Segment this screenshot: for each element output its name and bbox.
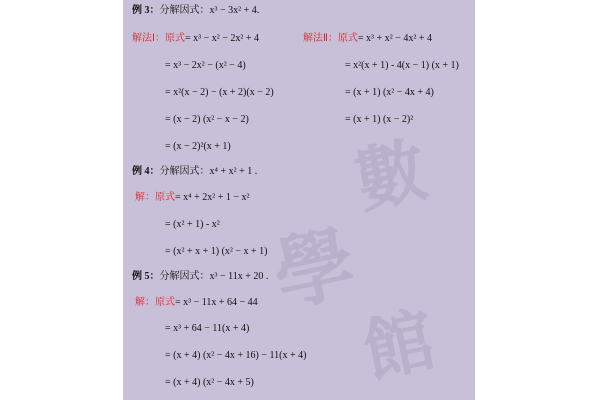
example-label: 例 5： xyxy=(132,271,160,282)
example-5-solution xyxy=(135,297,258,309)
solution-label: 解：原式 xyxy=(135,297,175,308)
method-2-step xyxy=(345,60,459,72)
solution-label: 解：原式 xyxy=(135,192,175,203)
step: = x²(x − 2) − (x + 2)(x − 2) xyxy=(165,87,274,98)
prompt: 分解因式： xyxy=(159,166,210,177)
step: = (x² + 1) - x² xyxy=(165,219,220,230)
step: = (x − 2)²(x + 1) xyxy=(165,141,231,152)
watermark xyxy=(345,114,434,227)
example-5-heading xyxy=(132,271,268,283)
example-5-step xyxy=(165,323,249,335)
method-2-step xyxy=(345,114,413,126)
example-5-step xyxy=(165,350,306,362)
step: = (x + 4) (x² − 4x + 5) xyxy=(165,377,254,388)
step: = x³ + x² − 4x² + 4 xyxy=(357,33,432,44)
step: = x²(x + 1) - 4(x − 1) (x + 1) xyxy=(345,60,459,71)
step: = (x + 4) (x² − 4x + 16) − 11(x + 4) xyxy=(165,350,307,361)
expression: x³ − 3x² + 4. xyxy=(209,5,260,16)
example-4-step xyxy=(165,219,220,231)
example-4-solution xyxy=(135,192,250,204)
method-2-label: 解法Ⅱ：原式 xyxy=(303,33,358,44)
watermark-char: 館 xyxy=(356,297,442,394)
method-1-step xyxy=(165,141,231,153)
watermark-char: 學 xyxy=(265,214,364,324)
watermark xyxy=(262,198,364,327)
example-label: 例 3： xyxy=(132,5,160,16)
prompt: 分解因式： xyxy=(159,271,210,282)
method-1-label: 解法Ⅰ：原式 xyxy=(132,33,185,44)
step: = x³ − x² − 2x² + 4 xyxy=(184,33,260,44)
example-4-step xyxy=(165,246,268,258)
expression: x⁴ + x² + 1 . xyxy=(209,166,258,177)
step: = (x − 2) (x² − x − 2) xyxy=(165,114,249,125)
watermark-char: 數 xyxy=(348,127,434,224)
example-4-heading xyxy=(132,166,257,178)
step: = x³ − 2x² − (x² − 4) xyxy=(165,60,246,71)
method-2-step xyxy=(345,87,434,99)
method-1-step xyxy=(165,114,249,126)
method-1-step xyxy=(165,87,274,99)
step: = (x + 1) (x² − 4x + 4) xyxy=(345,87,434,98)
step: = x³ − 11x + 64 − 44 xyxy=(175,297,258,308)
method-1-step xyxy=(165,60,246,72)
method-2-line xyxy=(303,33,432,45)
example-label: 例 4： xyxy=(132,166,160,177)
watermark xyxy=(353,284,442,397)
method-1-line xyxy=(132,33,259,45)
step: = (x² + x + 1) (x² − x + 1) xyxy=(165,246,268,257)
example-5-step xyxy=(165,377,254,389)
step: = x⁴ + 2x² + 1 − x² xyxy=(175,192,250,203)
step: = (x + 1) (x − 2)² xyxy=(345,114,414,125)
expression: x³ − 11x + 20 . xyxy=(209,271,269,282)
example-3-heading xyxy=(132,5,259,17)
step: = x³ + 64 − 11(x + 4) xyxy=(165,323,250,334)
prompt: 分解因式： xyxy=(159,5,210,16)
document-page xyxy=(123,0,475,400)
